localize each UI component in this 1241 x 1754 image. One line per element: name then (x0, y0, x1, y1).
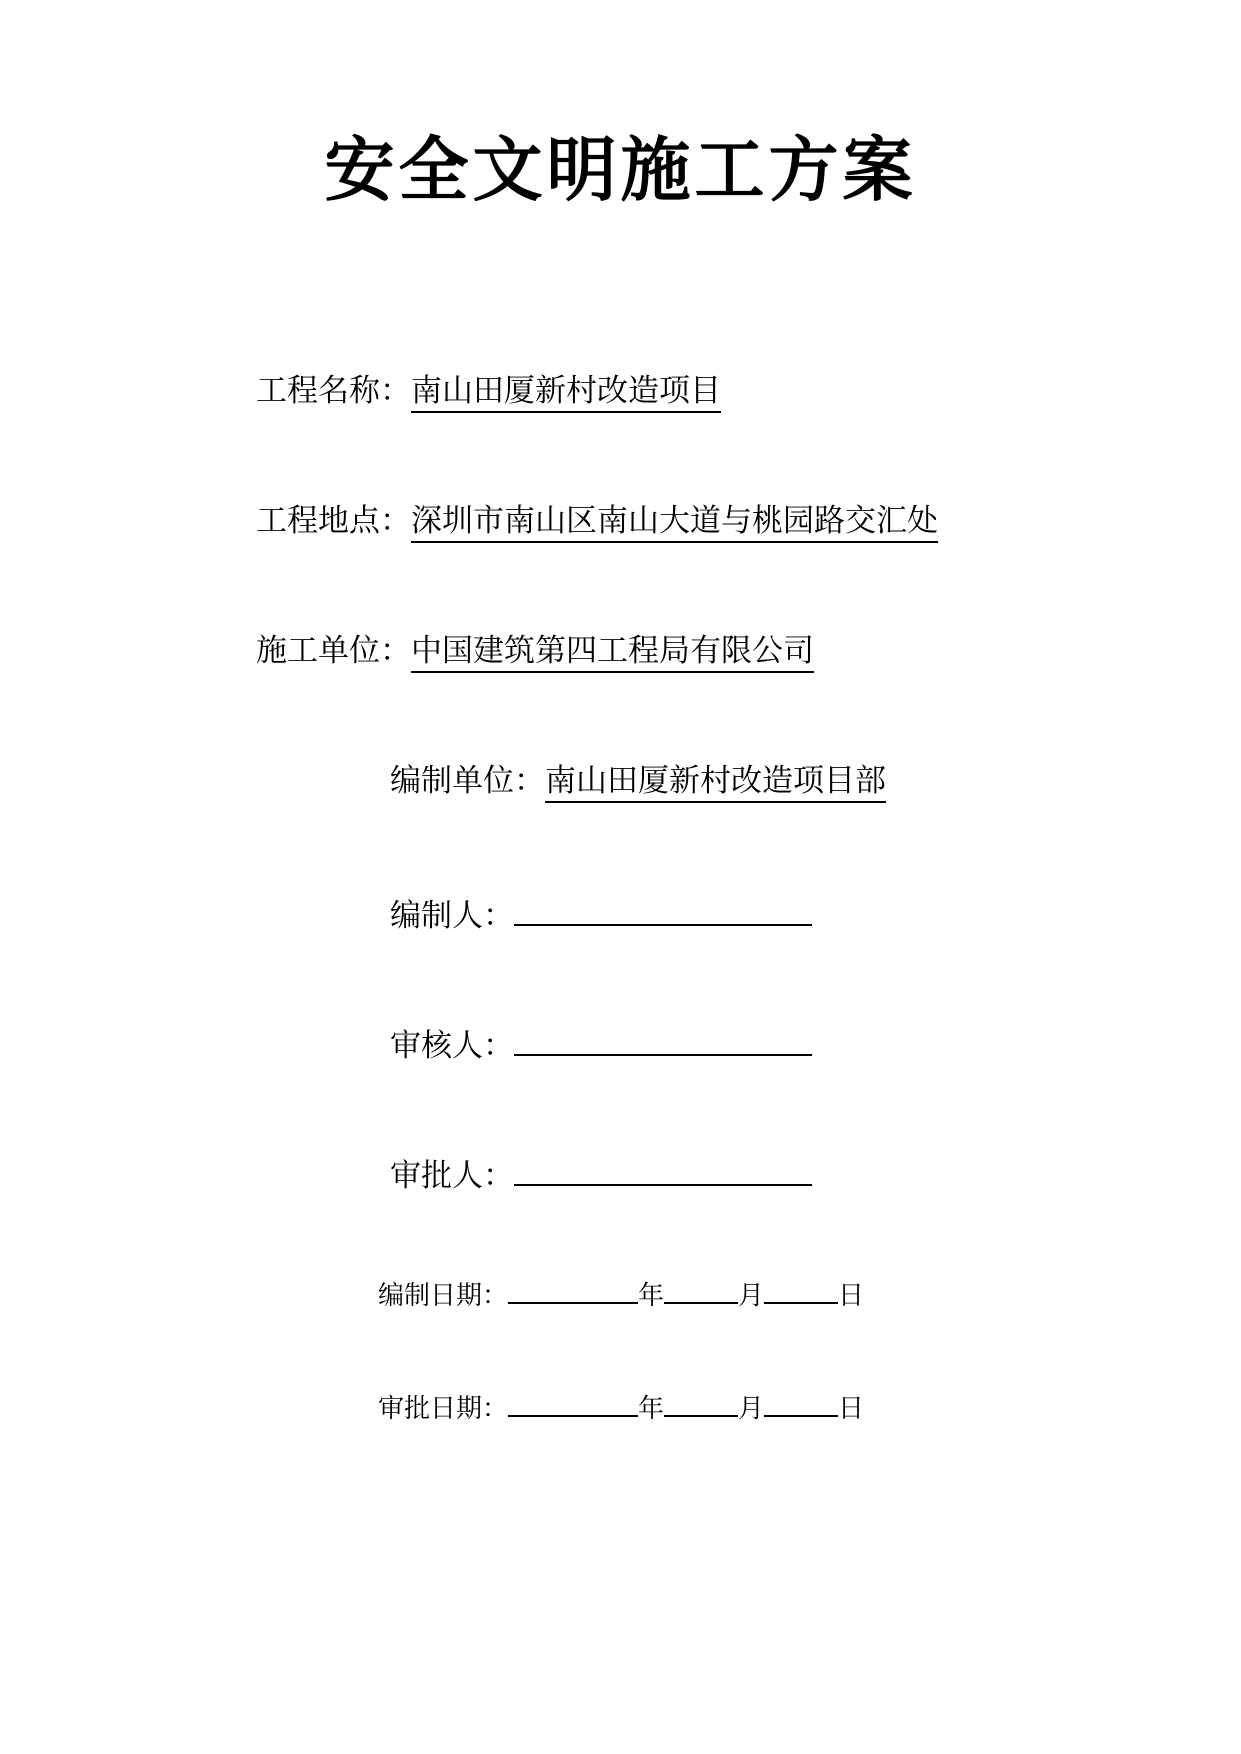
compiler-signature-line[interactable] (514, 894, 812, 926)
project-name-row (256, 371, 721, 411)
project-location-row (256, 501, 938, 541)
reviewer-label: 审核人： (390, 1028, 514, 1064)
approve-date-day-blank[interactable] (764, 1389, 838, 1417)
compile-date-month-blank[interactable] (664, 1276, 738, 1304)
approve-date-year-blank[interactable] (508, 1389, 638, 1417)
reviewer-signature-line[interactable] (514, 1024, 812, 1056)
construction-unit-label: 施工单位： (256, 633, 411, 669)
compile-date-label: 编制日期： (378, 1281, 509, 1311)
project-name-label: 工程名称： (256, 373, 411, 409)
approve-date-year-label: 年 (638, 1394, 665, 1424)
reviewer-row (390, 1024, 812, 1066)
project-name-value: 南山田厦新村改造项目 (411, 373, 721, 413)
compiling-unit-label: 编制单位： (390, 763, 545, 799)
approver-row (390, 1154, 812, 1196)
compile-date-year-blank[interactable] (508, 1276, 638, 1304)
construction-unit-value: 中国建筑第四工程局有限公司 (411, 633, 814, 673)
document-title: 安全文明施工方案 (324, 128, 917, 211)
compile-date-row (378, 1276, 864, 1314)
approver-label: 审批人： (390, 1158, 514, 1194)
project-location-value: 深圳市南山区南山大道与桃园路交汇处 (411, 503, 938, 543)
approve-date-row (378, 1389, 864, 1427)
compiling-unit-value: 南山田厦新村改造项目部 (545, 763, 886, 803)
compile-date-day-label: 日 (838, 1281, 865, 1311)
compiling-unit-row (390, 761, 886, 801)
approve-date-month-label: 月 (738, 1394, 765, 1424)
project-location-label: 工程地点： (256, 503, 411, 539)
compiler-row (390, 894, 812, 936)
construction-unit-row (256, 631, 814, 671)
approve-date-day-label: 日 (838, 1394, 865, 1424)
compiler-label: 编制人： (390, 898, 514, 934)
approve-date-month-blank[interactable] (664, 1389, 738, 1417)
compile-date-day-blank[interactable] (764, 1276, 838, 1304)
compile-date-month-label: 月 (738, 1281, 765, 1311)
compile-date-year-label: 年 (638, 1281, 665, 1311)
approver-signature-line[interactable] (514, 1154, 812, 1186)
approve-date-label: 审批日期： (378, 1394, 509, 1424)
